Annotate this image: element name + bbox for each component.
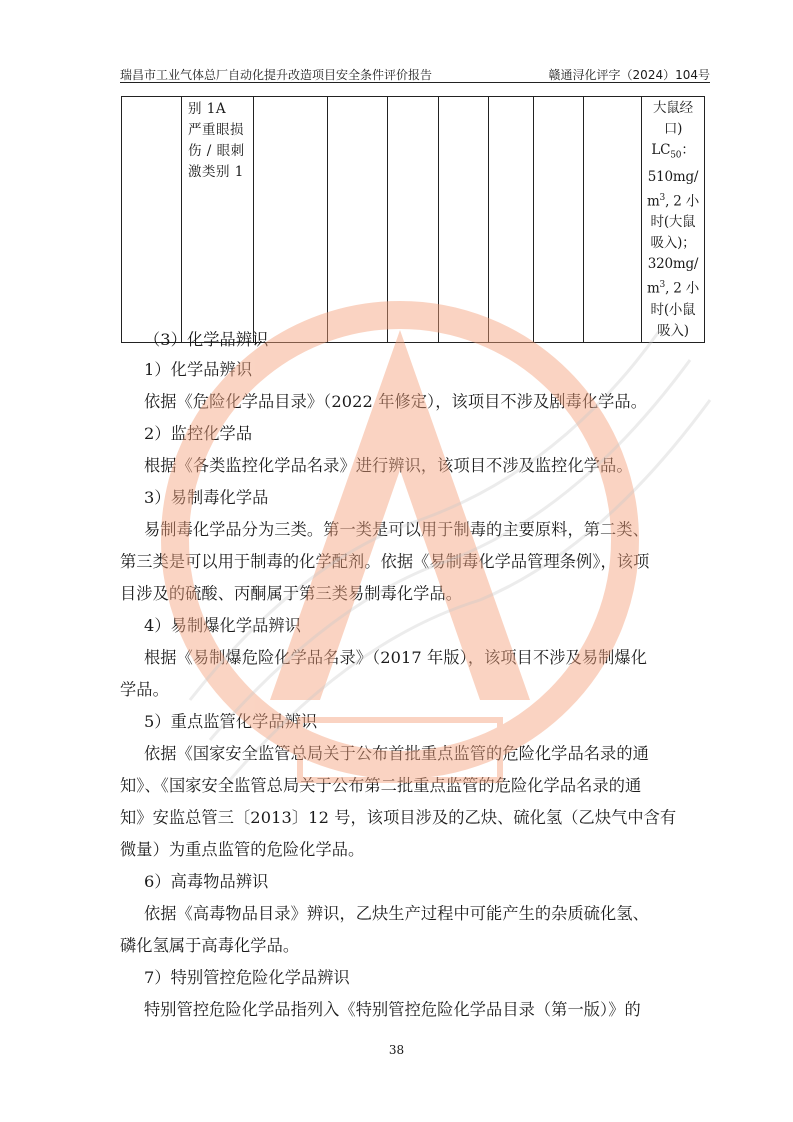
table-cell <box>489 97 534 343</box>
cell-line: $m^3$, 2 小 <box>646 192 700 210</box>
hazard-class-cell <box>182 97 254 343</box>
header-rule <box>120 82 710 83</box>
sub-heading: 4）易制爆化学品辨识 <box>144 616 301 635</box>
paragraph-line: 根据《易制爆危险化学品名录》（2017 年版），该项目不涉及易制爆化 <box>144 648 647 667</box>
paragraph-line: 第三类是可以用于制毒的化学配剂。依据《易制毒化学品管理条例》，该项 <box>120 552 650 571</box>
cell-line: 吸入)； <box>650 235 696 252</box>
table-cell <box>439 97 489 343</box>
cell-line: $LC_{50}$： <box>651 142 695 161</box>
table-cell <box>388 97 439 343</box>
sub-heading: 6）高毒物品辨识 <box>144 872 269 891</box>
cell-line: 320mg/ <box>647 256 699 273</box>
sub-heading: 7）特别管控危险化学品辨识 <box>144 968 350 987</box>
table-cell <box>122 97 182 343</box>
seal-ring <box>175 315 625 765</box>
section-heading: （3）化学品辨识 <box>144 330 269 349</box>
cell-line: 激类别 1 <box>188 164 244 180</box>
sub-heading: 5）重点监管化学品辨识 <box>144 712 318 731</box>
cell-line: 大鼠经 <box>653 100 693 116</box>
paragraph-line: 依据《高毒物品目录》辨识，乙炔生产过程中可能产生的杂质硫化氢、 <box>144 904 649 923</box>
cell-line: 别 1A <box>188 101 227 117</box>
report-title: 瑞昌市工业气体总厂自动化提升改造项目安全条件评价报告 <box>120 68 433 82</box>
cell-line: 时(小鼠 <box>650 301 696 318</box>
paragraph-line: 学品。 <box>120 680 169 699</box>
table-cell <box>584 97 642 343</box>
paragraph-line: 依据《国家安全监管总局关于公布首批重点监管的危险化学品名录的通 <box>144 744 649 763</box>
page-header <box>120 64 710 82</box>
paragraph-line: 易制毒化学品分为三类。第一类是可以用于制毒的主要原料，第二类、 <box>144 520 649 539</box>
table-cell <box>534 97 584 343</box>
paragraph-line: 微量）为重点监管的危险化学品。 <box>120 840 365 859</box>
report-number: 赣通浔化评字（2024）104号 <box>548 68 710 82</box>
cell-line: 吸入) <box>657 322 689 339</box>
sub-heading: 2）监控化学品 <box>144 424 253 443</box>
cell-line: 严重眼损 <box>188 122 244 138</box>
page-number: 38 <box>388 1043 405 1057</box>
paragraph-line: 目涉及的硫酸、丙酮属于第三类易制毒化学品。 <box>120 584 463 603</box>
toxicity-cell <box>642 97 705 343</box>
table-cell <box>328 97 388 343</box>
sub-heading: 3）易制毒化学品 <box>144 488 269 507</box>
paragraph-line: 依据《危险化学品目录》（2022 年修定），该项目不涉及剧毒化学品。 <box>144 392 647 411</box>
cell-line: $m^3$, 2 小 <box>646 280 700 297</box>
paragraph-line: 知》安监总管三〔2013〕12 号，该项目涉及的乙炔、硫化氢（乙炔气中含有 <box>120 808 677 827</box>
cell-line: 口) <box>663 121 683 137</box>
cell-line: 时(大鼠 <box>650 214 696 231</box>
sub-heading: 1）化学品辨识 <box>144 360 253 379</box>
paragraph-line: 根据《各类监控化学品名录》进行辨识，该项目不涉及监控化学品。 <box>144 456 633 475</box>
paragraph-line: 知》、《国家安全监管总局关于公布第二批重点监管的危险化学品名录的通 <box>120 776 642 795</box>
hazard-table-continuation <box>121 96 705 343</box>
paragraph-line: 特别管控危险化学品指列入《特别管控危险化学品目录（第一版）》的 <box>144 1000 641 1019</box>
table-cell <box>254 97 328 343</box>
paragraph-line: 磷化氢属于高毒化学品。 <box>120 936 300 955</box>
cell-line: 510mg/ <box>647 168 699 185</box>
cell-line: 伤 / 眼刺 <box>188 143 245 159</box>
